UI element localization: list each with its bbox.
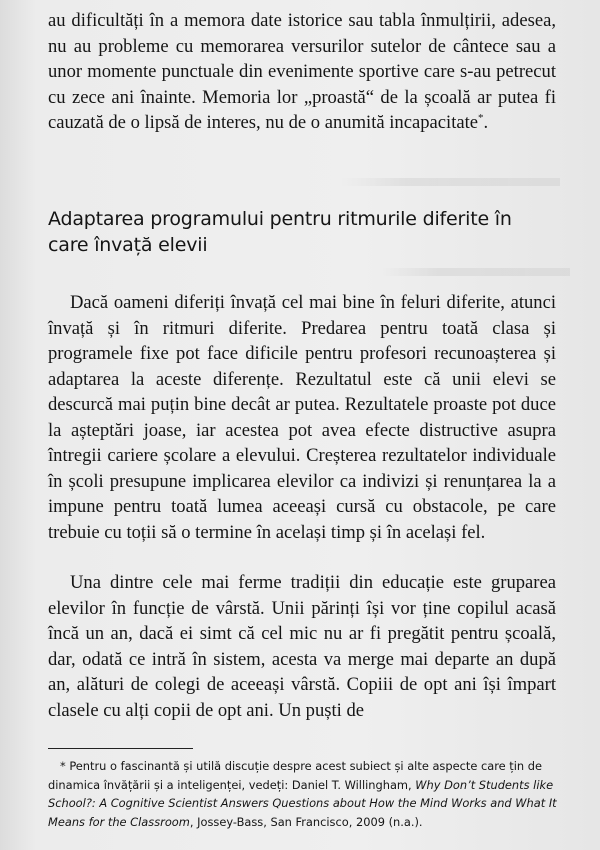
continued-paragraph — [48, 8, 556, 136]
footnote — [48, 757, 558, 831]
show-through-shadow — [380, 268, 570, 276]
footnote-book-title: Why Don’t Students like School?: A Cognitive Scientist Answers Questions about How the Mind Works and What It Means for the Classroom — [48, 777, 557, 829]
continued-paragraph-end: . — [483, 112, 489, 133]
continued-paragraph-text: au dificultăți în a memora date istorice sau tabla înmulțirii, adesea, nu au probleme cu memorarea versurilor sutelor de cântece sau a unor momente punctuale din evenimente sportive care s-au petrecut cu zece ani înainte. Memoria lor „proastă“ de la școală ar putea fi cauzată de o lipsă de interes, nu de o anumită incapacitate — [48, 10, 556, 133]
show-through-shadow — [340, 178, 560, 186]
footnote-reference-mark: * — [478, 111, 484, 124]
paragraph: Dacă oameni diferiți învață cel mai bine în feluri diferite, atunci învață și în ritmuri diferite. Predarea pentru toată clasa și programele fixe pot face dificile pentru profesori recunoașterea și adaptarea la aceste diferențe. Rezultatul este că unii elevi se descurcă mai puțin bine decât ar putea. Rezultatele proaste pot duce la așteptări joase, iar acestea pot avea efecte distructive asupra întregii cariere școlare a elevului. Creșterea rezultatelor individuale în școli presupune implicarea elevilor ca indivizi și renunțarea la a impune pentru toată lumea aceeași cursă cu obstacole, pe care trebuie cu toții să o termine în același timp și în același fel. — [48, 292, 556, 543]
footnote-intro: Pentru o fascinantă și utilă discuție despre acest subiect și alte aspecte care țin de dinamica învățării și a inteligenței, vedeți: Daniel T. Willingham, — [48, 759, 542, 792]
footnote-publisher: , Jossey-Bass, San Francisco, 2009 (n.a.). — [189, 814, 423, 829]
footnote-mark: * — [60, 759, 66, 773]
footnote-separator — [48, 748, 193, 749]
paragraph: Una dintre cele mai ferme tradiții din educație este gruparea elevilor în funcție de vârstă. Unii părinți își vor ține copilul acasă încă un an, dacă ei simt că cel mic nu ar fi pregătit pentru școală, dar, odată ce intră în sistem, acesta va merge mai departe an după an, alături de colegi de aceeași vârstă. Copiii de opt ani își împart clasele cu alți copii de opt ani. Un puști de — [48, 572, 556, 721]
section-heading: Adaptarea programului pentru ritmurile diferite în care învață elevii — [48, 208, 512, 256]
